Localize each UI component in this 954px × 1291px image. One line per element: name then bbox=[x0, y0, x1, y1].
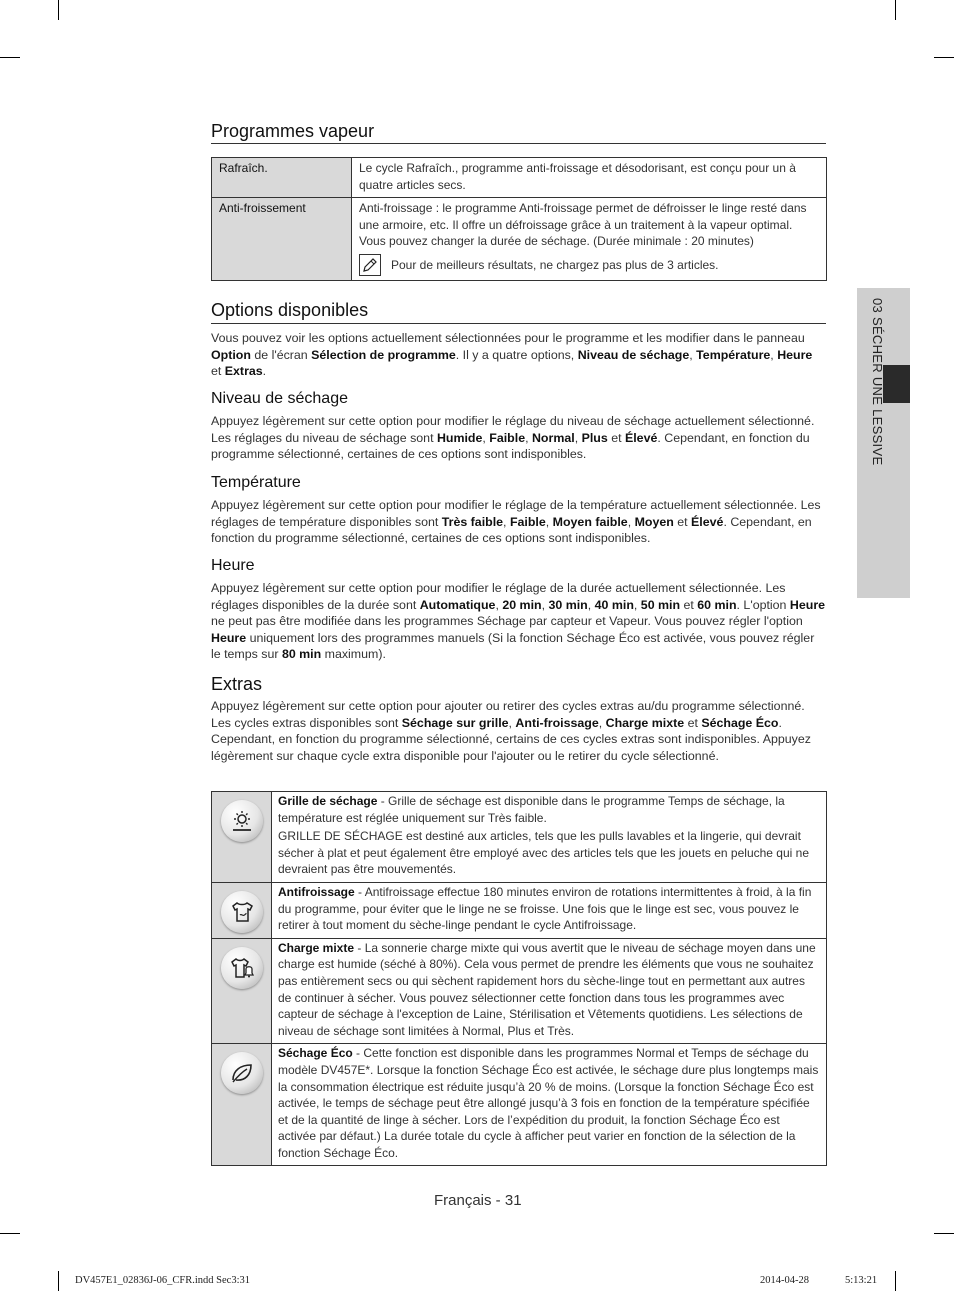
table-row bbox=[212, 792, 827, 883]
row-description-text: Anti-froissage : le programme Anti-froissage permet de défroisser le linge resté dans une armoire, etc. Il offre un défroissage grâce à un traitement à la vapeur optimal. Vous pouvez changer la durée de séchage. (Durée minimale : 20 minutes) bbox=[359, 201, 807, 249]
crop-mark bbox=[58, 1271, 59, 1291]
extras-table bbox=[211, 791, 827, 1166]
crop-mark bbox=[934, 1233, 954, 1234]
row-label: Rafraîch. bbox=[212, 158, 352, 198]
table-row bbox=[212, 882, 827, 938]
note-text: Pour de meilleurs résultats, ne chargez pas plus de 3 articles. bbox=[391, 257, 719, 272]
table-row bbox=[212, 198, 827, 281]
section-rule bbox=[211, 143, 826, 144]
table-row bbox=[212, 938, 827, 1044]
table-row bbox=[212, 1044, 827, 1166]
table-row bbox=[212, 158, 827, 198]
row-label: Anti-froissement bbox=[212, 198, 352, 281]
extra-name: Grille de séchage bbox=[278, 794, 378, 808]
subheading-time: Heure bbox=[211, 557, 255, 574]
crop-mark bbox=[895, 0, 896, 20]
wrinkle-prevent-icon bbox=[221, 891, 263, 933]
subheading-dry-level: Niveau de séchage bbox=[211, 390, 348, 407]
row-description bbox=[352, 198, 827, 281]
crop-mark bbox=[58, 0, 59, 20]
eco-leaf-icon bbox=[221, 1052, 263, 1094]
crop-mark bbox=[0, 1233, 20, 1234]
mixed-load-bell-icon bbox=[221, 947, 263, 989]
extra-name: Séchage Éco bbox=[278, 1046, 353, 1061]
crop-mark bbox=[0, 57, 20, 58]
options-intro: Vous pouvez voir les options actuellement sélectionnées pour le programme et les modifier dans le panneau Option de l'écran Sélection de programme. Il y a quatre options, Niveau de séchage, Température, Heure et Extras. bbox=[211, 331, 813, 379]
section-rule bbox=[211, 323, 826, 324]
subheading-temperature: Température bbox=[211, 474, 301, 491]
note bbox=[359, 254, 819, 276]
chapter-tab-label: 03 SÉCHER UNE LESSIVE bbox=[870, 298, 885, 466]
print-slug-file: DV457E1_02836J-06_CFR.indd Sec3:31 bbox=[75, 1275, 251, 1286]
time-text: Appuyez légèrement sur cette option pour modifier le réglage de la durée actuellement sélectionnée. Les réglages disponibles de la durée sont Automatique, 20 min, 30 min, 40 min, 50 min et 60 min. L'option Heure ne peut pas être modifiée dans les programmes Séchage par capteur et Vapeur. Vous pouvez régler l'option Heure uniquement lors des programmes manuels (Si la fonction Séchage Éco est activée, vous pouvez régler le temps sur 80 min maximum). bbox=[211, 581, 826, 662]
crop-mark bbox=[934, 57, 954, 58]
extras-intro: Appuyez légèrement sur cette option pour ajouter ou retirer des cycles extras au/du programme sélectionné. Les cycles extras disponibles sont Séchage sur grille, Anti-froissage, Charge mixte et Séchage Éco. Cependant, en fonction du programme sélectionné, certains de ces cycles extras sont indisponibles. Appuyez légèrement sur chaque cycle extra disponible pour l'ajouter ou le retirer du cycle sélectionné. bbox=[211, 699, 811, 763]
page-number: Français - 31 bbox=[434, 1192, 522, 1209]
rack-dry-icon bbox=[221, 800, 263, 842]
extra-description: Charge mixte - La sonnerie charge mixte qui vous avertit que le niveau de séchage moyen dans une charge est humide (séché à 80%). Cela vous permet de prendre les éléments que vous ne souhaitez pas entièrement secs ou qui sèchent rapidement hors du sèche-linge tout en permettant aux autres de continuer à sécher. Vous pouvez sélectionner cette fonction dans tous les programmes avec capteur de séchage à l'exception de Laine, Stérilisation et Vêtements quotidiens. Les sélections de niveau de séchage sont limitées à Normal, Plus et Très. bbox=[278, 940, 816, 1038]
extra-name: Antifroissage bbox=[278, 884, 355, 899]
crop-mark bbox=[895, 1271, 896, 1291]
extra-detail: GRILLE DE SÉCHAGE est destiné aux articles, tels que les pulls lavables et la lingerie, qui devrait sécher à plat et peut également être employé avec des articles tels que les jouets en peluche qui ne devraient pas être mouvementés. bbox=[278, 829, 809, 877]
note-pencil-icon bbox=[359, 254, 381, 276]
extra-description: Séchage Éco - Cette fonction est disponible dans les programmes Normal et Temps de séchage du modèle DV457E*. Lorsque la fonction Séchage Éco est activée, le séchage dure plus longtemps mais la consommation électrique est réduite jusqu’à 20 % de moins. (Lorsque la fonction Séchage Éco est activée, le temps de séchage peut être allongé jusqu’à 3 fois en fonction de la température spécifiée et de la quantité de linge à sécher. Lors de l’expédition du produit, la fonction Séchage Éco est activée par défaut.) La durée totale du cycle à afficher peut varier en fonction de la sélection de la fonction Séchage Éco. bbox=[278, 1046, 819, 1160]
extra-description: Antifroissage - Antifroissage effectue 180 minutes environ de rotations intermittentes à froid, à la fin du programme, pour éviter que le linge ne se froisse. Une fois que le linge est sec, vous pouvez le retirer à tout moment du sèche-linge pendant le cycle Antifroissage. bbox=[278, 884, 812, 933]
temperature-text: Appuyez légèrement sur cette option pour modifier le réglage de la température actuellement sélectionnée. Les réglages de température disponibles sont Très faible, Faible, Moyen faible, Moyen et Élevé. Cependant, en fonction du programme sélectionné, certaines de ces options sont indisponibles. bbox=[211, 498, 821, 546]
section-title-options: Options disponibles bbox=[211, 300, 369, 320]
dry-level-text: Appuyez légèrement sur cette option pour modifier le réglage du niveau de séchage actuellement sélectionné. Les réglages du niveau de séchage sont Humide, Faible, Normal, Plus et Élevé. Cependant, en fonction du programme sélectionné, certaines de ces options sont indisponibles. bbox=[211, 414, 815, 462]
chapter-tab-marker bbox=[883, 365, 910, 403]
section-title-steam: Programmes vapeur bbox=[211, 121, 375, 141]
steam-programs-table bbox=[211, 157, 827, 281]
extra-description: Grille de séchage - Grille de séchage est disponible dans le programme Temps de séchage, la température est réglée uniquement sur Très faible. bbox=[278, 794, 785, 825]
extra-name: Charge mixte bbox=[278, 940, 355, 955]
print-slug-date: 2014-04-28 bbox=[760, 1275, 809, 1286]
print-slug-time: 5:13:21 bbox=[845, 1275, 878, 1286]
row-description: Le cycle Rafraîch., programme anti-froissage et désodorisant, est conçu pour un à quatre articles secs. bbox=[352, 158, 827, 198]
section-title-extras: Extras bbox=[211, 674, 263, 694]
